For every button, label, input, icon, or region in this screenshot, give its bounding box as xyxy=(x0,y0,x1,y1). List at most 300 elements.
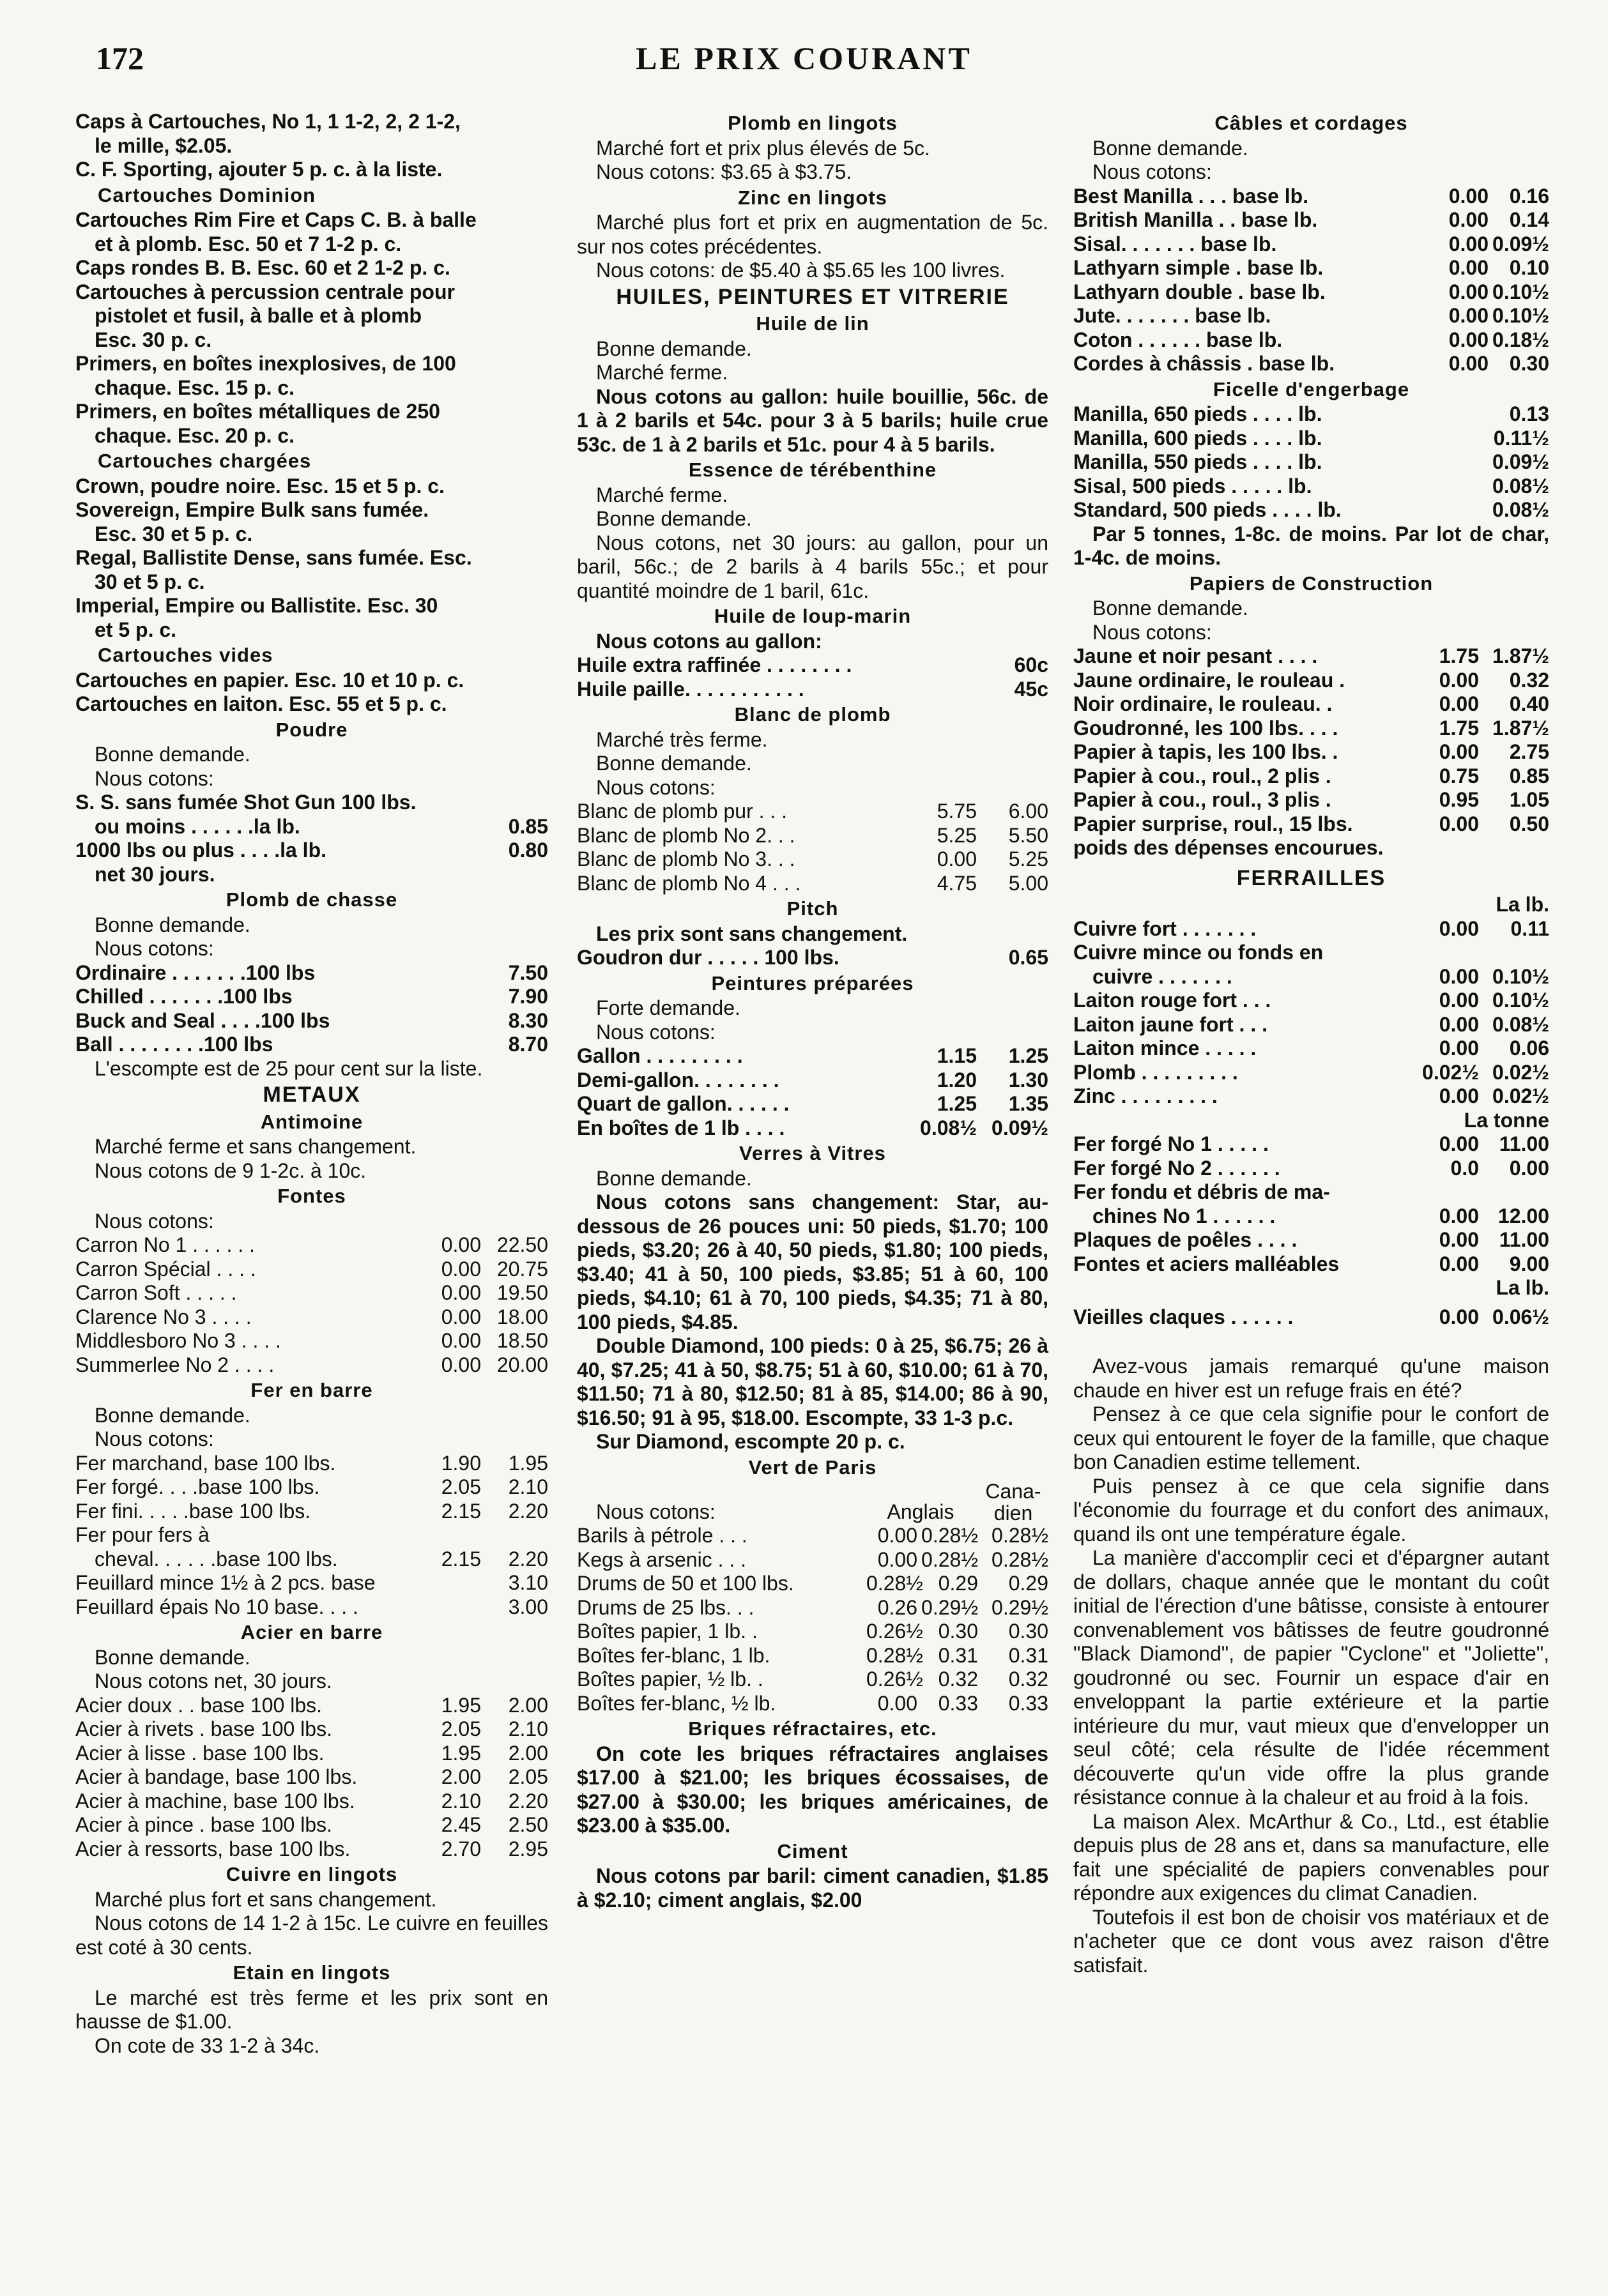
price-row xyxy=(75,961,548,985)
price-row xyxy=(1073,1305,1549,1330)
row-price-low xyxy=(1412,1180,1479,1205)
column-header-anglais: Anglais xyxy=(887,1500,954,1523)
row-price-low: 1.95 xyxy=(441,1741,481,1765)
row-price-high: 0.10½ xyxy=(1492,280,1549,303)
column-3 xyxy=(1073,110,1549,1977)
row-price-high: 11.00 xyxy=(1499,1228,1549,1251)
text-line: chaque. Esc. 15 p. c. xyxy=(95,376,295,399)
text-line: Nous cotons de 9 1-2c. à 10c. xyxy=(95,1159,367,1182)
column-header-label: Nous cotons: xyxy=(596,1500,716,1523)
paragraph: Nous cotons, net 30 jours: au gallon, pour un baril, 56c.; de 2 barils à 4 barils 55c.; et pour quantité moindre de 1 baril, 61c. xyxy=(577,531,1048,602)
paragraph: Nous cotons par baril: ciment canadien, $1.85 à $2.10; ciment anglais, $2.00 xyxy=(577,1864,1048,1912)
price-row xyxy=(75,1500,548,1524)
row-label: Fer forgé No 2 . . . . . . xyxy=(1073,1156,1280,1180)
price-row xyxy=(75,1813,548,1837)
price-row xyxy=(577,800,1048,824)
row-price-high: 2.50 xyxy=(508,1813,548,1836)
row-price-high: 2.20 xyxy=(508,1547,548,1570)
row-label: Boîtes fer-blanc, 1 lb. xyxy=(577,1643,770,1667)
row-price-a: 0.00 xyxy=(877,1524,917,1547)
row-price-low: 1.75 xyxy=(1439,644,1479,667)
price-row xyxy=(75,1717,548,1742)
row-price-high: 1.95 xyxy=(508,1451,548,1475)
row-price-low: 0.00 xyxy=(441,1281,481,1304)
section-heading: Cartouches chargées xyxy=(98,450,312,472)
row-label: Carron Soft . . . . . xyxy=(75,1281,237,1304)
row-label: Vieilles claques . . . . . . xyxy=(1073,1305,1294,1328)
row-price-high: 20.00 xyxy=(496,1353,548,1376)
paragraph: Le marché est très ferme et les prix sont en hausse de $1.00. xyxy=(75,1986,548,2033)
row-label: Fer fondu et débris de ma- xyxy=(1073,1180,1330,1203)
row-price-low: 0.00 xyxy=(441,1353,481,1376)
row-price-b: 0.30 xyxy=(938,1620,978,1643)
row-label: Standard, 500 pieds . . . . lb. xyxy=(1073,498,1342,521)
column-header-canadien xyxy=(978,1480,1048,1524)
row-price-low: 1.90 xyxy=(441,1451,481,1475)
row-price-high: 18.50 xyxy=(496,1329,548,1352)
text-line: Marché ferme. xyxy=(596,361,728,384)
price-row xyxy=(1073,208,1549,232)
row-price-low: 1.20 xyxy=(937,1068,977,1091)
text-line: Caps à Cartouches, No 1, 1 1-2, 2, 2 1-2, xyxy=(75,110,461,133)
row-label: Goudron dur . . . . . 100 lbs. xyxy=(577,946,839,969)
text-line: Marché plus fort et sans changement. xyxy=(95,1887,437,1911)
row-price-high: 0.09½ xyxy=(992,1116,1048,1139)
row-label: cuivre . . . . . . . xyxy=(1092,964,1232,988)
price-row xyxy=(75,1452,548,1476)
price-row xyxy=(1073,304,1549,328)
price-row xyxy=(75,1233,548,1258)
row-label: Coton . . . . . . base lb. xyxy=(1073,328,1283,351)
row-price-high xyxy=(1479,1180,1549,1205)
row-price-low: 0.00 xyxy=(1439,1228,1479,1251)
price-row xyxy=(577,1044,1048,1068)
row-price-low: 0.00 xyxy=(1439,1204,1479,1228)
price-row xyxy=(577,1572,1048,1596)
text-line: Caps rondes B. B. Esc. 60 et 2 1-2 p. c. xyxy=(75,256,450,279)
row-price-high: 0.50 xyxy=(1509,812,1549,835)
text-line: Forte demande. xyxy=(596,996,740,1019)
row-price-low: 0.00 xyxy=(1439,989,1479,1012)
text-line: Bonne demande. xyxy=(596,752,752,775)
price-row xyxy=(577,1548,1048,1572)
row-label: Clarence No 3 . . . . xyxy=(75,1305,252,1328)
row-price-low: 0.75 xyxy=(1439,764,1479,787)
row-price-high xyxy=(1479,941,1549,965)
row-price-high: 0.18½ xyxy=(1492,328,1549,351)
paragraph: Nous cotons: de $5.40 à $5.65 les 100 livres. xyxy=(596,259,1006,282)
price-row xyxy=(1073,475,1549,499)
text-line: Esc. 30 p. c. xyxy=(95,328,212,351)
price-row xyxy=(577,1116,1048,1141)
price-row xyxy=(1073,1132,1549,1157)
price-row xyxy=(1073,450,1549,475)
text-line: Cartouches à percussion centrale pour xyxy=(75,280,455,303)
row-label: Fer marchand, base 100 lbs. xyxy=(75,1451,336,1475)
price-row xyxy=(75,1790,548,1814)
row-label: Sisal, 500 pieds . . . . . lb. xyxy=(1073,474,1312,498)
row-label: Ball . . . . . . . .100 lbs xyxy=(75,1033,273,1056)
row-label: Best Manilla . . . base lb. xyxy=(1073,184,1309,208)
row-price: 8.70 xyxy=(508,1033,548,1056)
row-price-a: 0.00 xyxy=(877,1547,917,1571)
row-price-c: 0.29½ xyxy=(992,1595,1048,1619)
text-line: On cote de 33 1-2 à 34c. xyxy=(95,2034,320,2057)
row-price-low: 0.00 xyxy=(1448,352,1489,375)
row-label: Noir ordinaire, le rouleau. . xyxy=(1073,692,1333,715)
row-label: Jaune et noir pesant . . . . xyxy=(1073,644,1318,667)
section-heading: Briques réfractaires, etc. xyxy=(688,1717,937,1740)
article-paragraph: Puis pensez à ce que cela signifie dans l'économie du fourrage et du confort des animaux, quand ils ont une température égale. xyxy=(1073,1474,1549,1546)
price-row xyxy=(75,1837,548,1862)
row-price: 0.65 xyxy=(1008,946,1048,969)
text-line: Cartouches en papier. Esc. 10 et 10 p. c. xyxy=(75,668,464,692)
price-row xyxy=(577,1692,1048,1716)
text-line: poids des dépenses encourues. xyxy=(1073,836,1384,859)
row-price-high: 2.75 xyxy=(1509,740,1549,763)
row-price-low: 0.00 xyxy=(1439,692,1479,715)
row-label: Acier à pince . base 100 lbs. xyxy=(75,1813,333,1836)
price-row xyxy=(75,1009,548,1033)
row-label: Papier à tapis, les 100 lbs. . xyxy=(1073,740,1338,763)
row-price-high: 0.10 xyxy=(1509,256,1549,279)
row-price-low: 0.00 xyxy=(1439,964,1479,988)
row-price-low: 5.25 xyxy=(937,823,977,847)
row-label: Feuillard mince 1½ à 2 pcs. base xyxy=(75,1571,376,1594)
row-price-low: 2.05 xyxy=(441,1717,481,1740)
row-label: Fer pour fers à xyxy=(75,1523,210,1546)
row-label: Carron No 1 . . . . . . xyxy=(75,1233,255,1256)
row-price-high: 0.16 xyxy=(1509,184,1549,208)
price-row xyxy=(75,815,548,839)
text-line: Nous cotons: xyxy=(95,1209,214,1233)
row-price-low xyxy=(430,1523,481,1547)
row-price-high: 0.85 xyxy=(1509,764,1549,787)
row-price-low: 0.00 xyxy=(441,1257,481,1281)
row-price-c: 0.31 xyxy=(1008,1643,1048,1667)
price-row xyxy=(1073,1205,1549,1229)
row-price-high: 0.08½ xyxy=(1492,1012,1549,1036)
row-label: Jute. . . . . . . base lb. xyxy=(1073,304,1271,327)
price-row xyxy=(1073,427,1549,451)
row-label: Barils à pétrole . . . xyxy=(577,1524,747,1547)
text-line: Cartouches Rim Fire et Caps C. B. à balle xyxy=(75,208,477,231)
row-label: Fer forgé No 1 . . . . . xyxy=(1073,1132,1269,1155)
section-heading: Acier en barre xyxy=(240,1621,383,1643)
row-price: 0.08½ xyxy=(1492,474,1549,498)
row-price-high: 2.95 xyxy=(508,1837,548,1860)
text-line: Nous cotons: xyxy=(1092,160,1212,183)
text-line: C. F. Sporting, ajouter 5 p. c. à la liste. xyxy=(75,158,443,181)
price-row xyxy=(577,1644,1048,1668)
row-label: Kegs à arsenic . . . xyxy=(577,1547,747,1571)
row-label: Plomb . . . . . . . . . xyxy=(1073,1060,1238,1084)
price-row xyxy=(577,1524,1048,1548)
row-label: Laiton jaune fort . . . xyxy=(1073,1012,1267,1036)
row-price-c: 0.33 xyxy=(1008,1691,1048,1715)
text-line: net 30 jours. xyxy=(95,862,215,886)
section-heading: Peintures préparées xyxy=(711,971,914,994)
row-price-high: 2.05 xyxy=(508,1765,548,1788)
row-price-b: 0.28½ xyxy=(921,1524,978,1547)
row-price: 8.30 xyxy=(508,1008,548,1032)
row-price-low: 2.45 xyxy=(441,1813,481,1836)
text-line: pistolet et fusil, à balle et à plomb xyxy=(95,304,422,327)
row-price-a: 0.26 xyxy=(877,1595,917,1619)
row-label: Lathyarn double . base lb. xyxy=(1073,280,1326,303)
paragraph: Nous cotons de 14 1-2 à 15c. Le cuivre en feuilles est coté à 30 cents. xyxy=(75,1912,548,1959)
section-heading: Antimoine xyxy=(260,1110,364,1133)
row-price-high: 20.75 xyxy=(496,1257,548,1281)
row-price-low: 0.00 xyxy=(1448,328,1489,351)
row-price-high: 0.11 xyxy=(1510,916,1549,940)
row-price-b: 0.32 xyxy=(938,1668,978,1691)
row-price-c: 0.29 xyxy=(1008,1572,1048,1595)
row-price-low: 5.75 xyxy=(937,800,977,823)
table-header xyxy=(577,1480,1048,1524)
text-line: et à plomb. Esc. 50 et 7 1-2 p. c. xyxy=(95,232,402,255)
text-line: Esc. 30 et 5 p. c. xyxy=(95,522,253,545)
row-price-high: 0.10½ xyxy=(1492,304,1549,327)
article-paragraph: La manière d'accomplir ceci et d'épargner autant de dollars, chaque année que le montant du coût initial de l'érection d'une bâtisse, consiste à entourer convenablement vos bâtisses de feutre goudronné "Black Diamond", de papier "Cyclone" et "Joliette", goudronné ou sec. Fournir un espace d'air en enveloppant la partie extérieure et la partie intérieure du mur, vaut mieux que d'envelopper un seul côté; cela résulte de l'idée récemment découverte qu'un vide offre la plus grande résistance connue à la chaleur et au froid à la fois. xyxy=(1073,1546,1549,1809)
section-heading: Papiers de Construction xyxy=(1189,572,1434,595)
text-line: Primers, en boîtes inexplosives, de 100 xyxy=(75,352,456,375)
row-price-low: 0.00 xyxy=(1439,1132,1479,1155)
row-price-low: 0.00 xyxy=(1439,1012,1479,1036)
price-row xyxy=(577,678,1048,702)
row-label: Gallon . . . . . . . . . xyxy=(577,1044,743,1067)
price-row xyxy=(1073,1084,1549,1109)
row-label: Acier à lisse . base 100 lbs. xyxy=(75,1741,325,1765)
row-price-low: 2.15 xyxy=(441,1499,481,1523)
row-label: Blanc de plomb No 4 . . . xyxy=(577,871,801,895)
text-line: Nous cotons: $3.65 à $3.75. xyxy=(596,160,852,183)
row-price-high: 6.00 xyxy=(1008,800,1048,823)
section-heading: Poudre xyxy=(275,718,348,741)
text-line: Les prix sont sans changement. xyxy=(596,922,908,945)
row-price-low: 0.00 xyxy=(1439,668,1479,692)
text-line: Bonne demande. xyxy=(95,1645,250,1669)
row-label: Manilla, 650 pieds . . . . lb. xyxy=(1073,402,1322,425)
row-price-low: 0.02½ xyxy=(1422,1060,1479,1084)
text-line: Sur Diamond, escompte 20 p. c. xyxy=(596,1430,905,1453)
text-line: Bonne demande. xyxy=(1092,136,1248,160)
text-line: le mille, $2.05. xyxy=(95,133,233,157)
running-title: LE PRIX COURANT xyxy=(636,40,972,76)
row-label: Acier à ressorts, base 100 lbs. xyxy=(75,1837,351,1860)
text-line: Imperial, Empire ou Ballistite. Esc. 30 xyxy=(75,594,438,617)
price-row xyxy=(1073,989,1549,1013)
price-row xyxy=(75,1281,548,1305)
row-price-low: 1.75 xyxy=(1439,716,1479,740)
row-price-low: 0.00 xyxy=(1448,280,1489,303)
paragraph: Nous cotons sans changement: Star, au-dessous de 26 pouces uni: 50 pieds, $1.70; 100 pieds, $3.20; 26 à 40, 50 pieds, $1.80; 100 pieds, $3.40; 41 à 50, 100 pieds, $3.85; 51 à 60, 100 pieds, $4.10; 61 à 70, 100 pieds, $4.35; 71 à 80, 100 pieds, $4.85. xyxy=(577,1190,1048,1334)
price-row xyxy=(577,1620,1048,1644)
section-heading: Fer en barre xyxy=(250,1379,373,1401)
row-price-low xyxy=(1412,941,1479,965)
row-label: Boîtes papier, ½ lb. . xyxy=(577,1668,763,1691)
row-label: Boîtes fer-blanc, ½ lb. xyxy=(577,1691,776,1715)
price-row xyxy=(75,985,548,1009)
section-heading: Ciment xyxy=(777,1839,848,1862)
row-price-b: 0.33 xyxy=(938,1691,978,1715)
paragraph: Par 5 tonnes, 1-8c. de moins. Par lot de char, 1-4c. de moins. xyxy=(1073,522,1549,569)
price-row xyxy=(75,1523,548,1547)
row-price-a: 0.00 xyxy=(877,1691,917,1715)
row-price-b: 0.29 xyxy=(938,1572,978,1595)
text-line: Bonne demande. xyxy=(1092,597,1248,620)
row-price-low: 0.00 xyxy=(1439,740,1479,763)
price-row xyxy=(1073,1037,1549,1061)
row-price-high: 0.09½ xyxy=(1492,232,1549,255)
row-label: Boîtes papier, 1 lb. . xyxy=(577,1620,758,1643)
paragraph: Marché plus fort et prix en augmentation de 5c. sur nos cotes précédentes. xyxy=(577,211,1048,258)
price-row xyxy=(1073,1180,1549,1205)
row-price-low xyxy=(430,1571,481,1595)
row-price: 0.11½ xyxy=(1493,426,1549,450)
row-price-high: 1.25 xyxy=(1008,1044,1048,1067)
row-price-low: 0.00 xyxy=(441,1233,481,1256)
text-line: Sovereign, Empire Bulk sans fumée. xyxy=(75,498,429,521)
price-row xyxy=(1073,185,1549,209)
row-price-c: 0.30 xyxy=(1008,1620,1048,1643)
row-price: 0.13 xyxy=(1509,402,1549,425)
price-row xyxy=(75,1694,548,1718)
text-line: et 5 p. c. xyxy=(95,618,177,641)
row-price-low: 1.15 xyxy=(937,1044,977,1067)
price-row xyxy=(577,872,1048,896)
row-price-high: 2.00 xyxy=(508,1741,548,1765)
row-label: Carron Spécial . . . . xyxy=(75,1257,256,1281)
price-row xyxy=(75,1329,548,1353)
row-price-high: 0.32 xyxy=(1509,668,1549,692)
row-price-low: 0.00 xyxy=(1448,232,1489,255)
row-price-high: 2.20 xyxy=(508,1499,548,1523)
row-price-low: 0.00 xyxy=(441,1329,481,1352)
row-price-high: 2.10 xyxy=(508,1717,548,1740)
price-row xyxy=(75,1475,548,1500)
price-row xyxy=(577,1596,1048,1620)
paragraph: L'escompte est de 25 pour cent sur la liste. xyxy=(95,1056,483,1080)
section-heading: Cuivre en lingots xyxy=(226,1863,398,1885)
row-price: 0.08½ xyxy=(1492,498,1549,521)
text-line: Nous cotons: xyxy=(95,937,214,960)
row-label: Cuivre mince ou fonds en xyxy=(1073,941,1324,964)
section-heading: Fontes xyxy=(277,1185,346,1207)
price-row xyxy=(1073,352,1549,376)
text-line: Bonne demande. xyxy=(95,913,250,936)
row-price-low: 0.08½ xyxy=(920,1116,977,1139)
row-price-high: 1.30 xyxy=(1008,1068,1048,1091)
text-line: Regal, Ballistite Dense, sans fumée. Esc. xyxy=(75,546,472,569)
price-row xyxy=(1073,669,1549,693)
column-header-canadien-line1: Cana- xyxy=(985,1480,1041,1503)
price-row xyxy=(1073,692,1549,717)
row-label: Buck and Seal . . . .100 lbs xyxy=(75,1008,330,1032)
price-row xyxy=(75,1547,548,1572)
row-price-low: 2.70 xyxy=(441,1837,481,1860)
text-line: Bonne demande. xyxy=(95,1403,250,1427)
price-row xyxy=(577,946,1048,970)
row-label: chines No 1 . . . . . . xyxy=(1092,1204,1276,1228)
price-row xyxy=(577,848,1048,872)
row-price-high: 19.50 xyxy=(496,1281,548,1304)
row-price-high: 5.25 xyxy=(1008,848,1048,871)
row-price-low: 0.00 xyxy=(1439,1084,1479,1107)
row-price-low xyxy=(430,1595,481,1620)
row-label: Ordinaire . . . . . . .100 lbs xyxy=(75,961,316,984)
row-label: Laiton rouge fort . . . xyxy=(1073,989,1271,1012)
row-label: Chilled . . . . . . .100 lbs xyxy=(75,985,293,1008)
price-row xyxy=(1073,1157,1549,1181)
price-row xyxy=(75,1033,548,1057)
row-price: 45c xyxy=(1014,677,1048,701)
row-price: 0.09½ xyxy=(1492,450,1549,473)
row-label: Huile paille. . . . . . . . . . . xyxy=(577,677,804,701)
price-row xyxy=(1073,498,1549,522)
price-row xyxy=(1073,256,1549,280)
text-line: 30 et 5 p. c. xyxy=(95,570,205,593)
paragraph: Nous cotons au gallon: huile bouillie, 56c. de 1 à 2 barils et 54c. pour 3 à 5 barils; huile crue 53c. de 1 à 2 barils et 51c. pour 4 à 5 barils. xyxy=(577,384,1048,456)
paragraph: On cote les briques réfractaires anglaises $17.00 à $21.00; les briques écossaises, de $27.00 à $30.00; les briques américaines, de $23.00 à $35.00. xyxy=(577,1742,1048,1837)
row-price-high: 9.00 xyxy=(1509,1252,1549,1275)
section-heading: Etain en lingots xyxy=(233,1961,391,1984)
row-label: Sisal. . . . . . . base lb. xyxy=(1073,232,1277,255)
row-label: British Manilla . . base lb. xyxy=(1073,208,1318,231)
text-line: S. S. sans fumée Shot Gun 100 lbs. xyxy=(75,791,417,814)
row-price-low: 0.00 xyxy=(1439,916,1479,940)
row-price-high: 12.00 xyxy=(1497,1204,1549,1228)
row-price-high: 0.10½ xyxy=(1492,989,1549,1012)
unit-label: La tonne xyxy=(1464,1108,1549,1132)
price-row xyxy=(1073,328,1549,353)
section-heading: Vert de Paris xyxy=(748,1456,877,1479)
text-line: Nous cotons: xyxy=(596,775,716,799)
row-price-high: 0.06 xyxy=(1509,1037,1549,1060)
row-label: Summerlee No 2 . . . . xyxy=(75,1353,275,1376)
text-line: Crown, poudre noire. Esc. 15 et 5 p. c. xyxy=(75,474,445,498)
column-2 xyxy=(577,110,1048,1912)
row-label: cheval. . . . . .base 100 lbs. xyxy=(95,1547,338,1570)
row-price-high: 1.35 xyxy=(1008,1092,1048,1115)
price-row xyxy=(1073,717,1549,741)
text-line: Bonne demande. xyxy=(596,337,752,360)
price-row xyxy=(75,1305,548,1330)
row-label: ou moins . . . . . .la lb. xyxy=(95,814,300,838)
section-heading: Blanc de plomb xyxy=(734,703,891,726)
row-price-low: 0.00 xyxy=(1448,304,1489,327)
row-price-low: 0.00 xyxy=(1439,1305,1479,1328)
price-row xyxy=(1073,917,1549,941)
price-row xyxy=(75,1258,548,1282)
price-row xyxy=(577,824,1048,848)
row-price-c: 0.32 xyxy=(1008,1668,1048,1691)
price-row xyxy=(577,1068,1048,1093)
article-paragraph: Pensez à ce que cela signifie pour le confort de ceux qui entourent le foyer de la famille, que chaque bon Canadien estime tellement. xyxy=(1073,1403,1549,1473)
row-price: 0.85 xyxy=(508,814,548,838)
price-row xyxy=(1073,280,1549,305)
row-price-a: 0.28½ xyxy=(866,1643,923,1667)
row-price-c: 0.28½ xyxy=(992,1547,1048,1571)
row-price-high: 0.10½ xyxy=(1492,964,1549,988)
row-price: 60c xyxy=(1014,653,1048,676)
row-price-high: 1.05 xyxy=(1509,788,1549,811)
row-price-high: 5.00 xyxy=(1008,871,1048,895)
section-heading: Verres à Vitres xyxy=(739,1142,886,1164)
row-price-high: 0.30 xyxy=(1509,352,1549,375)
row-label: Fontes et aciers malléables xyxy=(1073,1252,1340,1275)
row-price-high: 0.00 xyxy=(1509,1156,1549,1180)
